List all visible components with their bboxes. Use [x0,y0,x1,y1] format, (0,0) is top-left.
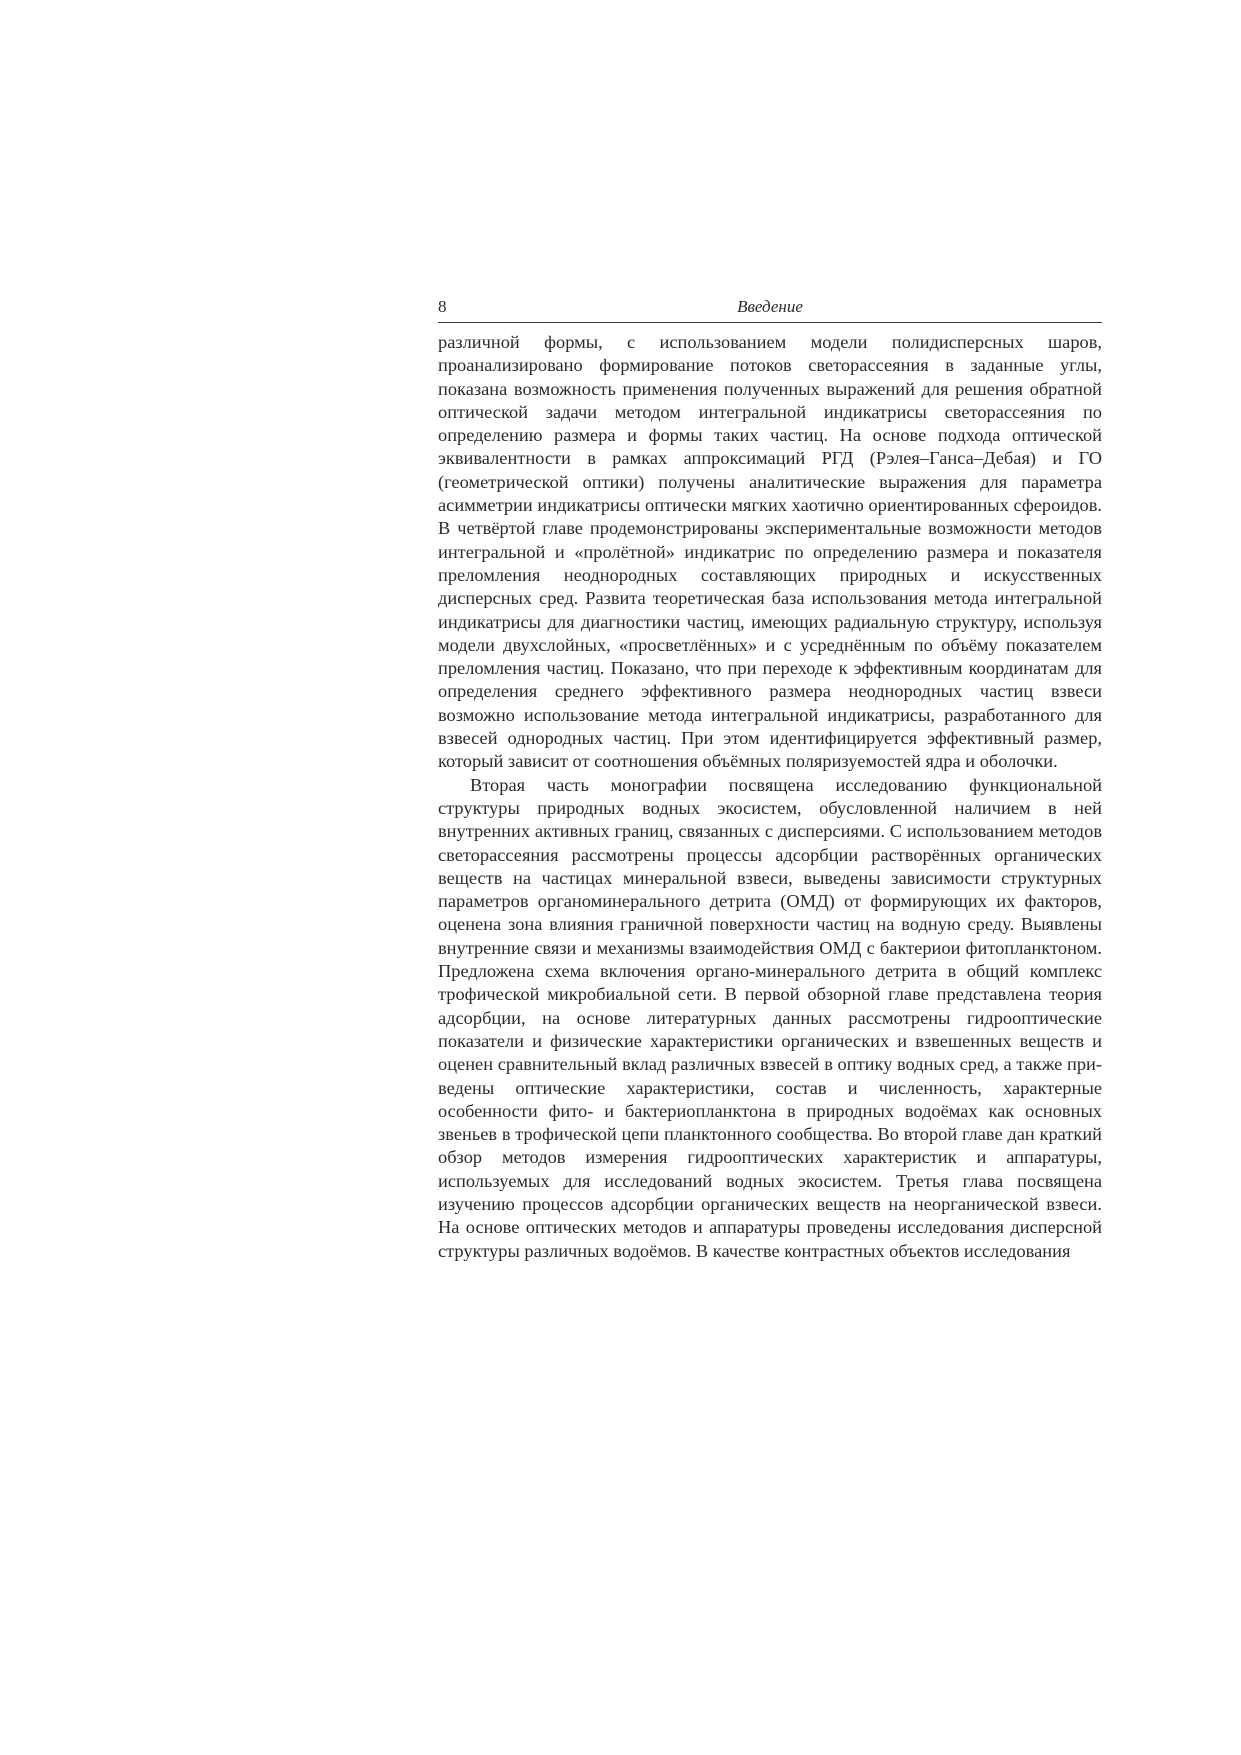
page-number: 8 [438,297,447,316]
paragraph-continued: различной формы, с использованием модели полидисперсных шаров, проанализировано формирование потоков светорассеяния в заданные углы, показана возможность применения полученных выражений для решения обратной оптической задачи методом интегральной индикатрисы светорассеяния по определению размера и формы таких частиц. На основе подхода оптической эквивалентности в рамках аппроксимаций РГД (Рэлея–Ганса–Дебая) и ГО (геометрической оптики) получены аналитические выражения для параметра асимметрии индикатрисы оптически мягких хаотично ориентированных сфероидов. В четвёртой главе продемонстрированы экспериментальные возможности методов интегральной и «пролётной» индикатрис по определению размера и показателя преломления неоднородных составляющих природных и искусственных дисперсных сред. Развита теоретическая база использования метода интегральной индикатрисы для диагностики частиц, имеющих радиальную структуру, используя модели двухслойных, «просветлённых» и с усреднённым по объёму показателем преломления частиц. Показано, что при переходе к эффективным координатам для определения среднего эффективного размера неоднородных частиц взвеси возможно использование метода интегральной индикатрисы, разработанного для взвесей однородных частиц. При этом идентифицируется эффективный размер, который зависит от соотношения объёмных поляризуемостей ядра и оболочки. [438,332,1102,772]
book-page [438,296,1102,1263]
running-head [438,296,1102,323]
running-title: Введение [737,297,803,316]
paragraph-second-part: Вторая часть монографии посвящена исследованию функциональной структуры природных водных экосистем, обусловленной наличием в ней внутренних активных границ, связанных с дисперсиями. С использованием методов светорассеяния рассмотрены процессы адсорбции растворённых органических веществ на частицах минеральной взвеси, выведены зависимости структурных параметров органоминерального детрита (ОМД) от формирующих их факторов, оценена зона влияния граничной поверхности частиц на водную среду. Выявлены внутренние связи и механизмы взаимодействия ОМД с бактериои фитопланктоном. Предложена схема включения органо-минерального детрита в общий комплекс трофической микробиальной сети. В первой обзорной главе представлена теория адсорбции, на основе литературных данных рассмотрены гидрооптические показатели и физические характеристики органических и взвешенных веществ и оценен сравнительный вклад различных взвесей в оптику водных сред, а также приведены оптические характеристики, состав и численность, характерные особенности фито- и бактериопланктона в природных водоёмах как основных звеньев в трофической цепи планктонного сообщества. Во второй главе дан краткий обзор методов измерения гидрооптических характеристик и аппаратуры, используемых для исследований водных экосистем. Третья глава посвящена изучению процессов адсорбции органических веществ на неорганической взвеси. На основе оптических методов и аппаратуры проведены исследования дисперсной структуры различных водоёмов. В качестве контрастных объектов исследования [438,774,1102,1261]
body-text [438,331,1102,1263]
